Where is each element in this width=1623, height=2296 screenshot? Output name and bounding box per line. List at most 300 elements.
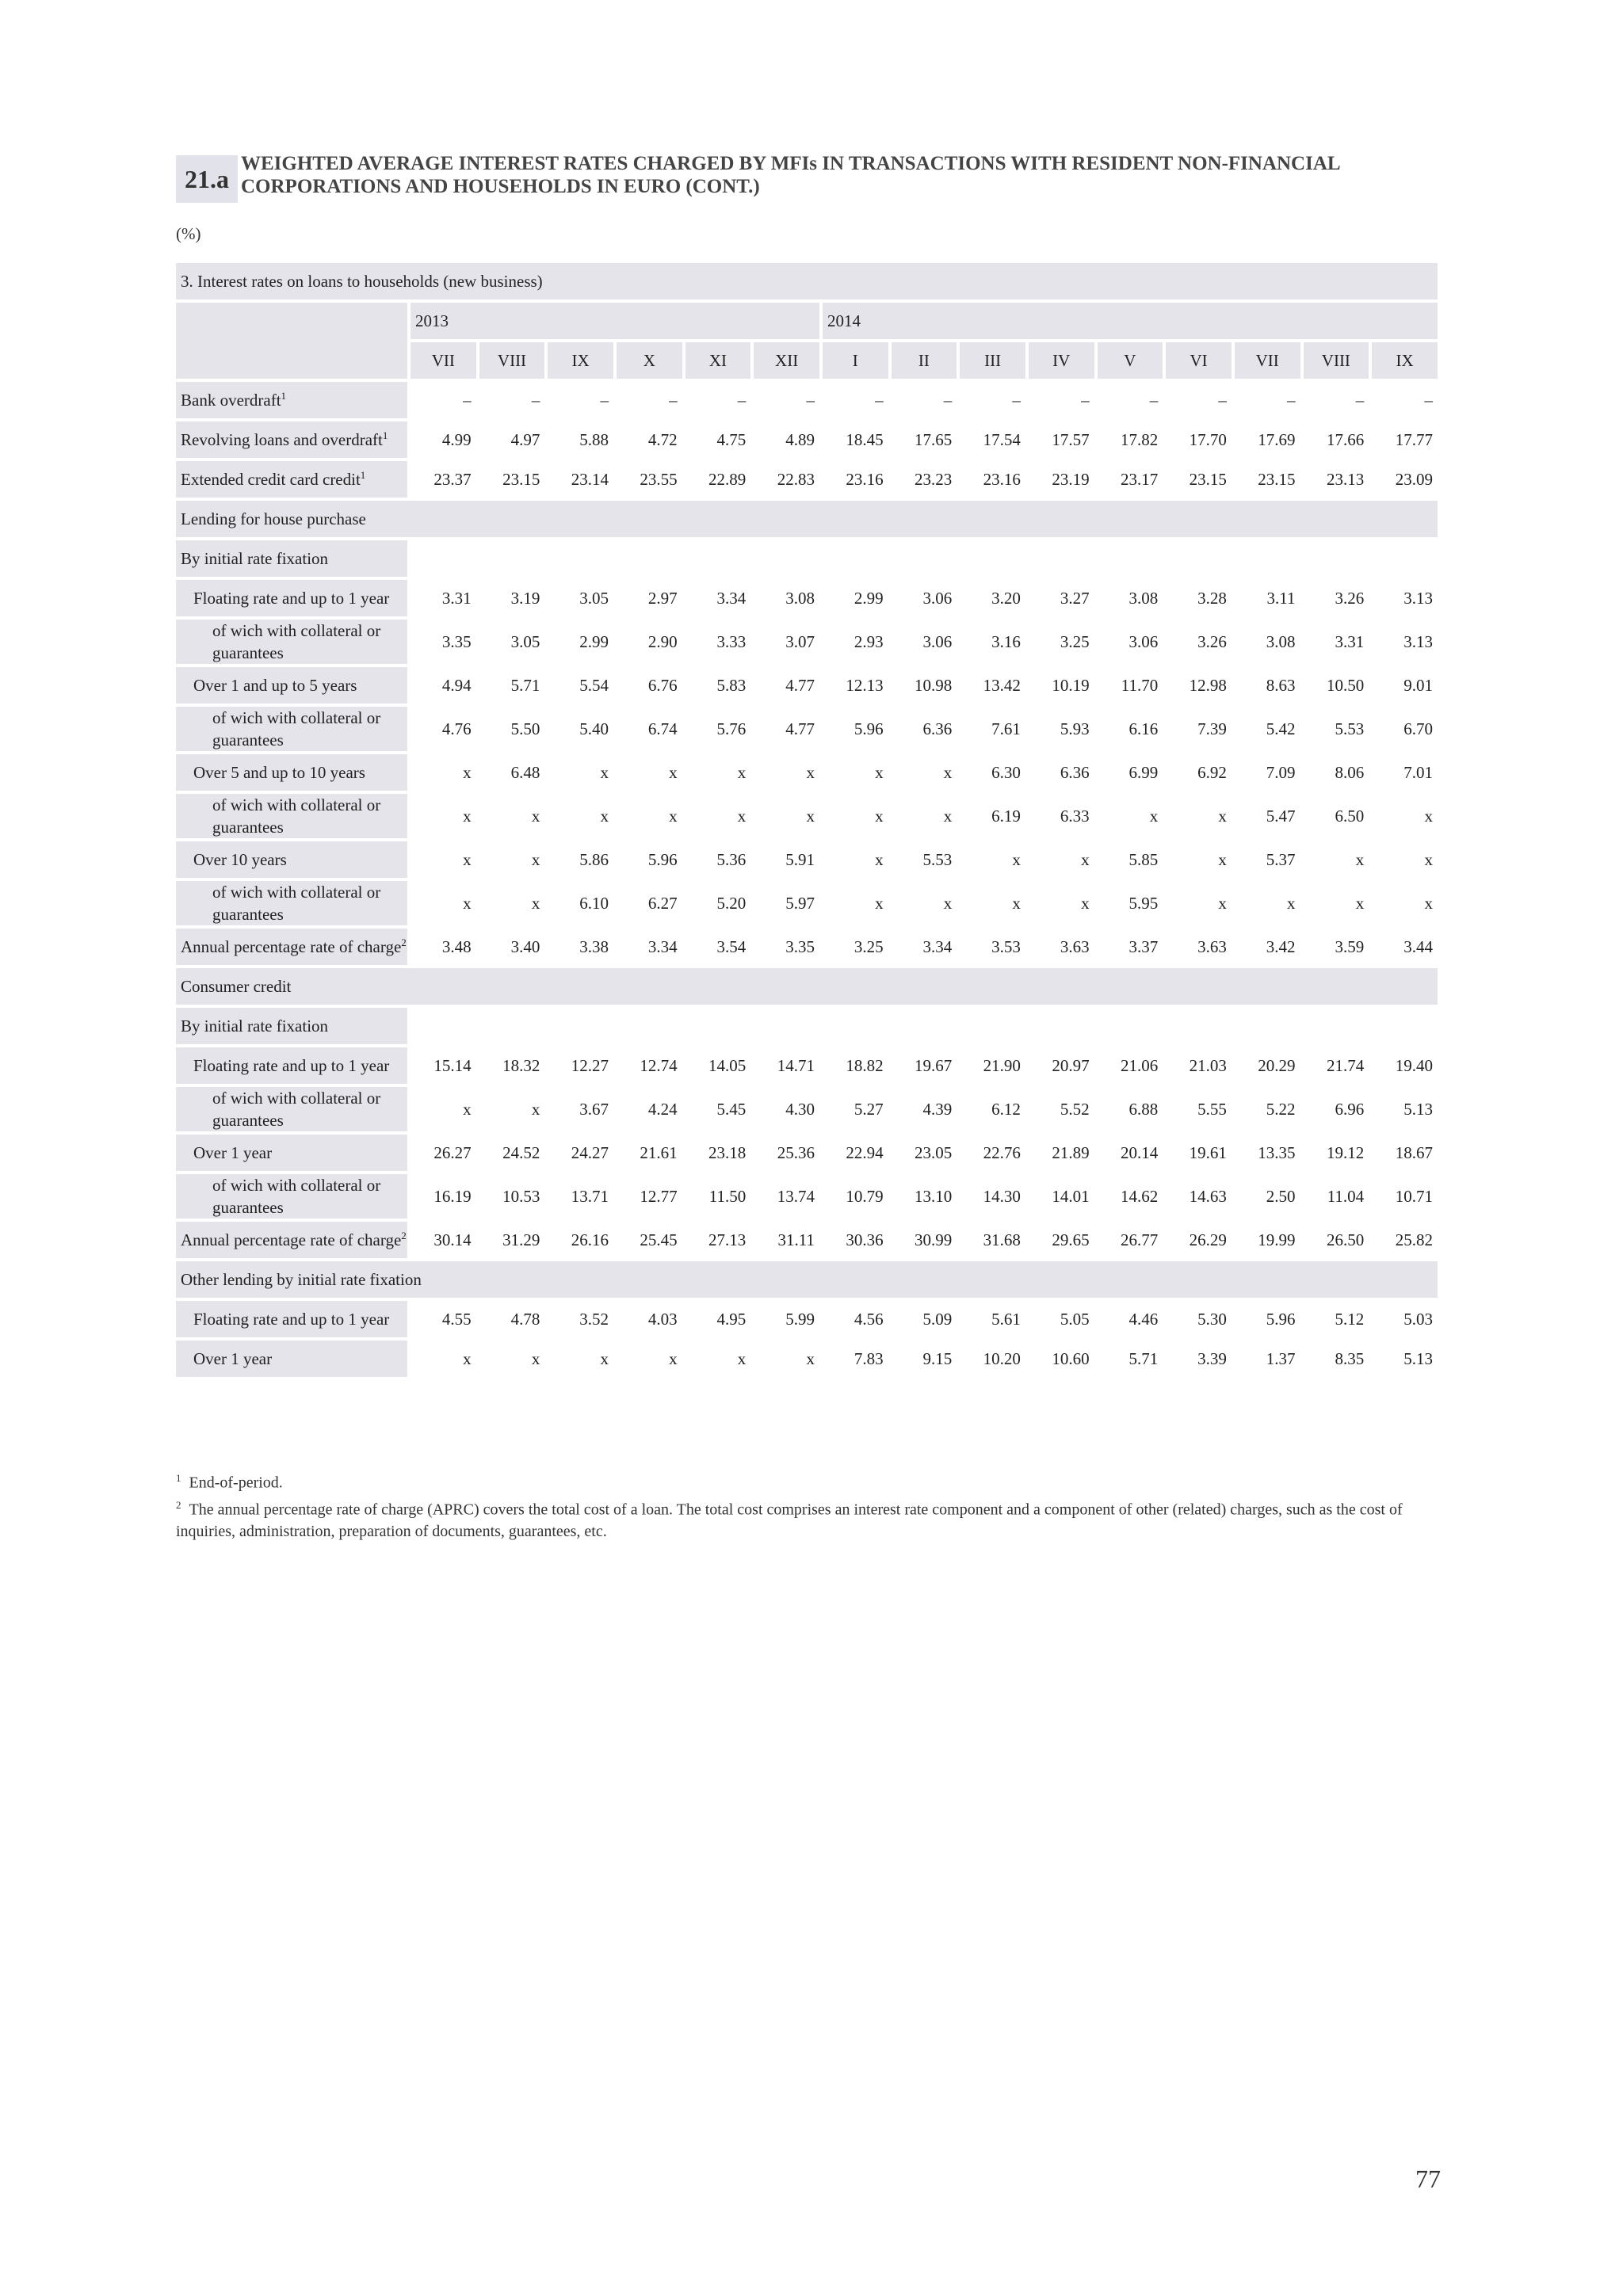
month-header: IX [548, 342, 613, 379]
value-cell: 4.30 [754, 1087, 819, 1131]
value-cell: 5.37 [1235, 841, 1300, 878]
row-label-text: Floating rate and up to 1 year [193, 588, 390, 608]
value-cell: 25.45 [617, 1222, 682, 1258]
value-cell: 6.19 [960, 794, 1025, 838]
table-row [176, 929, 1438, 965]
value-cell: 31.11 [754, 1222, 819, 1258]
row-label [176, 929, 407, 965]
footnote-ref: 1 [281, 390, 287, 402]
value-cell: 10.79 [823, 1174, 888, 1219]
value-cell [685, 540, 751, 577]
month-header: III [960, 342, 1025, 379]
value-cell: 13.71 [548, 1174, 613, 1219]
value-cell: 23.16 [960, 461, 1025, 498]
value-cell: 6.96 [1304, 1087, 1369, 1131]
row-label-text: of wich with collateral or guarantees [212, 621, 381, 662]
value-cell: x [1372, 794, 1438, 838]
value-cell: 21.03 [1166, 1047, 1232, 1084]
value-cell: 3.25 [823, 929, 888, 965]
value-cell: 4.77 [754, 667, 819, 704]
value-cell: 10.98 [892, 667, 957, 704]
value-cell: x [548, 1341, 613, 1377]
section-title: 3. Interest rates on loans to households (new business) [176, 263, 1438, 299]
row-label [176, 421, 407, 458]
value-cell: 15.14 [411, 1047, 476, 1084]
row-label [176, 382, 407, 418]
footnote-1-text: End-of-period. [189, 1474, 283, 1492]
row-label-text: Over 1 and up to 5 years [193, 675, 357, 695]
value-cell: 24.52 [479, 1135, 545, 1171]
value-cell: 22.89 [685, 461, 751, 498]
value-cell: 26.29 [1166, 1222, 1232, 1258]
value-cell: x [411, 1087, 476, 1131]
value-cell: 3.31 [1304, 620, 1369, 664]
value-cell: – [960, 382, 1025, 418]
value-cell: 6.92 [1166, 754, 1232, 791]
value-cell: 3.63 [1166, 929, 1232, 965]
value-cell: – [479, 382, 545, 418]
value-cell: x [892, 794, 957, 838]
value-cell: 5.50 [479, 707, 545, 751]
row-label [176, 754, 407, 791]
value-cell: 13.35 [1235, 1135, 1300, 1171]
value-cell [892, 540, 957, 577]
row-label-text: Annual percentage rate of charge [181, 1230, 402, 1249]
value-cell: 3.34 [685, 580, 751, 616]
value-cell: 4.89 [754, 421, 819, 458]
value-cell [411, 540, 476, 577]
value-cell: 3.54 [685, 929, 751, 965]
value-cell: 9.01 [1372, 667, 1438, 704]
value-cell: 12.13 [823, 667, 888, 704]
value-cell [479, 540, 545, 577]
value-cell: – [1304, 382, 1369, 418]
value-cell [1304, 540, 1369, 577]
value-cell: 3.34 [892, 929, 957, 965]
row-label [176, 1222, 407, 1258]
value-cell: 21.90 [960, 1047, 1025, 1084]
row-label [176, 1047, 407, 1084]
value-cell: 3.44 [1372, 929, 1438, 965]
value-cell: 5.55 [1166, 1087, 1232, 1131]
row-label [176, 1174, 407, 1219]
value-cell: 3.05 [548, 580, 613, 616]
value-cell [479, 1008, 545, 1044]
value-cell: 12.27 [548, 1047, 613, 1084]
value-cell: 13.10 [892, 1174, 957, 1219]
row-label [176, 794, 407, 838]
table-title [241, 152, 1445, 198]
value-cell: 14.63 [1166, 1174, 1232, 1219]
value-cell: 3.26 [1304, 580, 1369, 616]
row-label-text: Over 5 and up to 10 years [193, 762, 365, 782]
value-cell: 3.28 [1166, 580, 1232, 616]
value-cell: x [823, 794, 888, 838]
value-cell: 5.71 [1098, 1341, 1163, 1377]
month-header: IX [1372, 342, 1438, 379]
value-cell: 23.17 [1098, 461, 1163, 498]
value-cell: x [1372, 881, 1438, 925]
table-row [176, 382, 1438, 418]
value-cell: 17.70 [1166, 421, 1232, 458]
value-cell: 23.13 [1304, 461, 1369, 498]
value-cell: 5.88 [548, 421, 613, 458]
row-label [176, 1341, 407, 1377]
value-cell: 6.27 [617, 881, 682, 925]
value-cell: 14.05 [685, 1047, 751, 1084]
value-cell [960, 1008, 1025, 1044]
footnote-1 [176, 1467, 1444, 1494]
month-header: VII [411, 342, 476, 379]
month-header: VI [1166, 342, 1232, 379]
value-cell: x [685, 1341, 751, 1377]
value-cell: 19.99 [1235, 1222, 1300, 1258]
value-cell: 3.33 [685, 620, 751, 664]
value-cell: x [411, 794, 476, 838]
value-cell: 5.13 [1372, 1341, 1438, 1377]
row-label [176, 841, 407, 878]
value-cell: 2.99 [823, 580, 888, 616]
row-label-text: By initial rate fixation [181, 1016, 329, 1035]
value-cell: 10.53 [479, 1174, 545, 1219]
table-number: 21.a [176, 155, 238, 203]
row-label [176, 1135, 407, 1171]
value-cell [548, 1008, 613, 1044]
value-cell: 5.52 [1029, 1087, 1094, 1131]
year-2014-header: 2014 [823, 303, 1438, 339]
row-label-text: of wich with collateral or guarantees [212, 883, 381, 924]
value-cell: x [479, 881, 545, 925]
value-cell: 23.15 [1235, 461, 1300, 498]
value-cell: 3.06 [1098, 620, 1163, 664]
value-cell: x [479, 1087, 545, 1131]
subsection-title: Other lending by initial rate fixation [176, 1261, 1438, 1298]
value-cell: 3.07 [754, 620, 819, 664]
value-cell: 6.30 [960, 754, 1025, 791]
value-cell: x [479, 841, 545, 878]
table-row [176, 1008, 1438, 1044]
value-cell: x [1029, 881, 1094, 925]
footnote-1-mark: 1 [176, 1472, 181, 1484]
value-cell: 11.04 [1304, 1174, 1369, 1219]
value-cell: 3.67 [548, 1087, 613, 1131]
value-cell: 3.48 [411, 929, 476, 965]
value-cell: 23.37 [411, 461, 476, 498]
value-cell: 5.30 [1166, 1301, 1232, 1337]
value-cell: 23.09 [1372, 461, 1438, 498]
value-cell: 23.05 [892, 1135, 957, 1171]
value-cell: 21.61 [617, 1135, 682, 1171]
value-cell: 26.50 [1304, 1222, 1369, 1258]
value-cell: 13.74 [754, 1174, 819, 1219]
value-cell: 6.10 [548, 881, 613, 925]
value-cell: 4.72 [617, 421, 682, 458]
value-cell [1166, 540, 1232, 577]
value-cell: 4.78 [479, 1301, 545, 1337]
value-cell: x [479, 1341, 545, 1377]
value-cell: 6.16 [1098, 707, 1163, 751]
value-cell: 4.75 [685, 421, 751, 458]
value-cell: 3.35 [754, 929, 819, 965]
value-cell: 17.54 [960, 421, 1025, 458]
table-row [176, 620, 1438, 664]
value-cell: 17.65 [892, 421, 957, 458]
row-label-text: Bank overdraft [181, 391, 281, 410]
value-cell: – [1235, 382, 1300, 418]
value-cell: 25.36 [754, 1135, 819, 1171]
value-cell: 17.77 [1372, 421, 1438, 458]
value-cell: 7.83 [823, 1341, 888, 1377]
value-cell: 23.23 [892, 461, 957, 498]
value-cell: x [548, 794, 613, 838]
value-cell: 13.42 [960, 667, 1025, 704]
value-cell: 12.77 [617, 1174, 682, 1219]
value-cell: 24.27 [548, 1135, 613, 1171]
value-cell: 4.76 [411, 707, 476, 751]
footnote-2-mark: 2 [176, 1498, 181, 1511]
value-cell: 26.27 [411, 1135, 476, 1171]
value-cell: 23.15 [1166, 461, 1232, 498]
table-title-line-1: WEIGHTED AVERAGE INTEREST RATES CHARGED BY MFIs IN TRANSACTIONS WITH RESIDENT NON-FINANCIAL [241, 153, 1341, 174]
month-header: X [617, 342, 682, 379]
value-cell: 8.06 [1304, 754, 1369, 791]
value-cell [411, 1008, 476, 1044]
row-label-text: Floating rate and up to 1 year [193, 1055, 390, 1075]
value-cell: 19.12 [1304, 1135, 1369, 1171]
subsection-row [176, 501, 1438, 537]
value-cell: x [617, 794, 682, 838]
value-cell: 20.29 [1235, 1047, 1300, 1084]
value-cell: 5.96 [1235, 1301, 1300, 1337]
month-header: VIII [479, 342, 545, 379]
value-cell: 5.96 [617, 841, 682, 878]
value-cell: x [823, 754, 888, 791]
table-row [176, 421, 1438, 458]
table-row [176, 1087, 1438, 1131]
value-cell: 5.91 [754, 841, 819, 878]
value-cell: x [685, 794, 751, 838]
table-row [176, 1174, 1438, 1219]
value-cell: 7.09 [1235, 754, 1300, 791]
subsection-row [176, 968, 1438, 1005]
value-cell: 19.61 [1166, 1135, 1232, 1171]
value-cell: x [823, 841, 888, 878]
value-cell: – [617, 382, 682, 418]
row-label-text: Over 10 years [193, 849, 287, 869]
value-cell [1098, 540, 1163, 577]
header-corner [176, 303, 407, 379]
value-cell: 5.54 [548, 667, 613, 704]
row-label-text: of wich with collateral or guarantees [212, 1089, 381, 1130]
month-header: VII [1235, 342, 1300, 379]
value-cell: 10.60 [1029, 1341, 1094, 1377]
value-cell: 3.52 [548, 1301, 613, 1337]
value-cell: x [1372, 841, 1438, 878]
footnote-ref: 2 [401, 1230, 407, 1241]
row-label-text: Over 1 year [193, 1142, 273, 1162]
month-header: IV [1029, 342, 1094, 379]
value-cell: 14.62 [1098, 1174, 1163, 1219]
value-cell [960, 540, 1025, 577]
value-cell: x [411, 754, 476, 791]
month-header: V [1098, 342, 1163, 379]
value-cell: 18.67 [1372, 1135, 1438, 1171]
value-cell: 3.05 [479, 620, 545, 664]
table-row [176, 841, 1438, 878]
row-label [176, 707, 407, 751]
value-cell: 2.90 [617, 620, 682, 664]
table-row [176, 707, 1438, 751]
value-cell: 17.82 [1098, 421, 1163, 458]
value-cell: 10.71 [1372, 1174, 1438, 1219]
value-cell: 18.45 [823, 421, 888, 458]
value-cell [754, 540, 819, 577]
row-label [176, 1087, 407, 1131]
value-cell: 7.01 [1372, 754, 1438, 791]
value-cell: 11.70 [1098, 667, 1163, 704]
value-cell: 3.25 [1029, 620, 1094, 664]
value-cell: 22.94 [823, 1135, 888, 1171]
value-cell: x [892, 754, 957, 791]
value-cell: 3.06 [892, 620, 957, 664]
value-cell: 23.19 [1029, 461, 1094, 498]
value-cell: 3.59 [1304, 929, 1369, 965]
value-cell: 6.76 [617, 667, 682, 704]
month-header: VIII [1304, 342, 1369, 379]
value-cell: 3.35 [411, 620, 476, 664]
value-cell: 5.96 [823, 707, 888, 751]
value-cell: 3.08 [1098, 580, 1163, 616]
value-cell [892, 1008, 957, 1044]
value-cell: 4.94 [411, 667, 476, 704]
value-cell: x [617, 754, 682, 791]
value-cell: 4.97 [479, 421, 545, 458]
value-cell: 22.76 [960, 1135, 1025, 1171]
value-cell: 5.22 [1235, 1087, 1300, 1131]
value-cell: x [823, 881, 888, 925]
subsection-title: Lending for house purchase [176, 501, 1438, 537]
value-cell: 5.95 [1098, 881, 1163, 925]
value-cell: 3.37 [1098, 929, 1163, 965]
value-cell: 29.65 [1029, 1222, 1094, 1258]
row-label-text: Annual percentage rate of charge [181, 937, 402, 956]
value-cell: 5.27 [823, 1087, 888, 1131]
row-label [176, 580, 407, 616]
value-cell: x [1166, 794, 1232, 838]
value-cell: 4.95 [685, 1301, 751, 1337]
value-cell: – [823, 382, 888, 418]
value-cell: 5.71 [479, 667, 545, 704]
value-cell: 5.47 [1235, 794, 1300, 838]
value-cell [617, 1008, 682, 1044]
value-cell: 14.01 [1029, 1174, 1094, 1219]
value-cell: x [1098, 794, 1163, 838]
value-cell: 10.19 [1029, 667, 1094, 704]
value-cell: 21.74 [1304, 1047, 1369, 1084]
value-cell: 20.97 [1029, 1047, 1094, 1084]
table-row [176, 794, 1438, 838]
value-cell: 5.03 [1372, 1301, 1438, 1337]
value-cell: 3.39 [1166, 1341, 1232, 1377]
value-cell: x [1304, 841, 1369, 878]
value-cell: 5.83 [685, 667, 751, 704]
value-cell: 5.97 [754, 881, 819, 925]
value-cell: 22.83 [754, 461, 819, 498]
row-label [176, 667, 407, 704]
value-cell [1098, 1008, 1163, 1044]
value-cell: 21.89 [1029, 1135, 1094, 1171]
row-label [176, 881, 407, 925]
table-row [176, 1341, 1438, 1377]
row-label-text: of wich with collateral or guarantees [212, 1176, 381, 1217]
value-cell: x [548, 754, 613, 791]
value-cell: 12.74 [617, 1047, 682, 1084]
value-cell: 9.15 [892, 1341, 957, 1377]
value-cell: 5.36 [685, 841, 751, 878]
value-cell: 5.05 [1029, 1301, 1094, 1337]
value-cell: 3.31 [411, 580, 476, 616]
value-cell: – [411, 382, 476, 418]
value-cell: 3.27 [1029, 580, 1094, 616]
value-cell: x [754, 754, 819, 791]
value-cell: 14.30 [960, 1174, 1025, 1219]
value-cell: 4.03 [617, 1301, 682, 1337]
value-cell: x [892, 881, 957, 925]
value-cell: 2.97 [617, 580, 682, 616]
row-label-text: Revolving loans and overdraft [181, 430, 383, 449]
value-cell: 18.82 [823, 1047, 888, 1084]
row-label-text: of wich with collateral or guarantees [212, 795, 381, 837]
value-cell: 6.70 [1372, 707, 1438, 751]
value-cell: 23.55 [617, 461, 682, 498]
row-label [176, 461, 407, 498]
value-cell: 3.11 [1235, 580, 1300, 616]
value-cell: 6.50 [1304, 794, 1369, 838]
value-cell: 2.99 [548, 620, 613, 664]
value-cell: x [617, 1341, 682, 1377]
value-cell: 1.37 [1235, 1341, 1300, 1377]
value-cell: 12.98 [1166, 667, 1232, 704]
value-cell [617, 540, 682, 577]
value-cell: x [754, 794, 819, 838]
value-cell: 4.39 [892, 1087, 957, 1131]
value-cell: – [1372, 382, 1438, 418]
subsection-title: Consumer credit [176, 968, 1438, 1005]
value-cell: 4.46 [1098, 1301, 1163, 1337]
value-cell: 7.39 [1166, 707, 1232, 751]
value-cell [823, 1008, 888, 1044]
value-cell: – [892, 382, 957, 418]
footnote-ref: 1 [360, 469, 366, 481]
value-cell: – [1098, 382, 1163, 418]
value-cell: 3.16 [960, 620, 1025, 664]
value-cell: 21.06 [1098, 1047, 1163, 1084]
value-cell: 11.50 [685, 1174, 751, 1219]
value-cell: 3.19 [479, 580, 545, 616]
value-cell: 5.85 [1098, 841, 1163, 878]
row-label-text: of wich with collateral or guarantees [212, 708, 381, 749]
value-cell: 5.13 [1372, 1087, 1438, 1131]
value-cell: 10.20 [960, 1341, 1025, 1377]
value-cell: x [1029, 841, 1094, 878]
month-header: II [892, 342, 957, 379]
value-cell: 4.99 [411, 421, 476, 458]
row-label [176, 620, 407, 664]
table-row [176, 881, 1438, 925]
value-cell: 5.42 [1235, 707, 1300, 751]
row-label [176, 1008, 407, 1044]
table-row [176, 540, 1438, 577]
